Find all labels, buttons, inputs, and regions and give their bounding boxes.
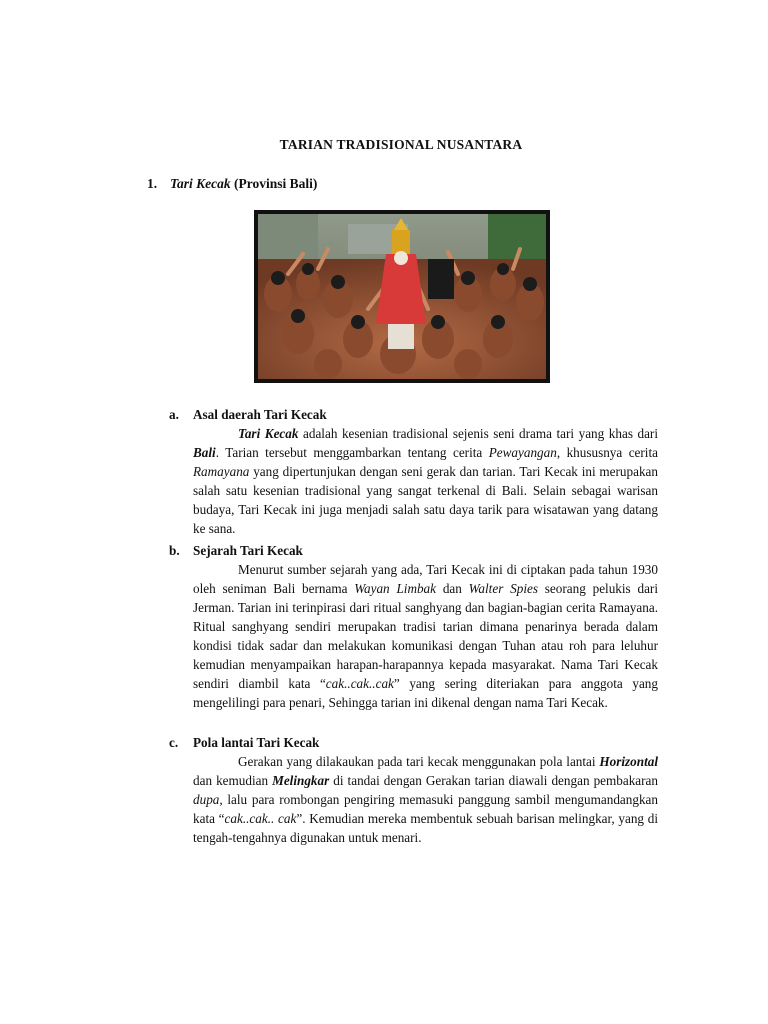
photo-illustration	[258, 214, 546, 379]
text-run: adalah kesenian tradisional sejenis seni drama tari yang khas dari	[298, 426, 658, 441]
kecak-dance-photo	[254, 210, 550, 383]
section-origin	[169, 405, 658, 538]
section-body	[193, 560, 658, 712]
section-body	[193, 424, 658, 538]
text-run: cak..cak..cak	[325, 676, 394, 691]
section-body	[193, 752, 658, 847]
section-letter: c.	[169, 735, 179, 750]
text-run: seorang pelukis dari Jerman. Tarian ini terinpirasi dari ritual sanghyang dan bagian-bagian cerita Ramayana. Ritual sanghyang sendiri merupakan tradisi tarian dimana penarinya berada dalam kondisi tidak sadar dan melakukan komunikasi dengan Tuhan atau roh para leluhur kemudian menyampaikan harapan-harapannya kepada masyarakat. Nama Tari Kecak sendiri diambil kata “	[193, 581, 658, 691]
text-run: dan	[436, 581, 469, 596]
paragraph	[193, 560, 658, 712]
section-heading-floor-pattern	[169, 733, 658, 752]
section-title: Pola lantai Tari Kecak	[193, 735, 320, 750]
text-run: Melingkar	[272, 773, 330, 788]
text-run: ” yang sering diteriakan para anggota yang mengelilingi para penari, Sehingga tarian ini dikenal dengan nama Tari Kecak.	[193, 676, 658, 710]
section-heading-history	[169, 541, 658, 560]
heading-province: (Provinsi Bali)	[230, 176, 318, 191]
heading-dance-name: Tari Kecak	[170, 176, 231, 191]
text-run: di tandai dengan Gerakan tarian diawali dengan pembakaran	[329, 773, 659, 788]
paragraph	[193, 752, 658, 847]
text-run: Tari Kecak	[238, 426, 299, 441]
text-run: Bali	[193, 445, 216, 460]
text-run: Pewayangan	[488, 445, 557, 460]
heading-number: 1.	[147, 176, 158, 191]
text-run: dupa	[193, 792, 220, 807]
section-title: Sejarah Tari Kecak	[193, 543, 303, 558]
text-run: yang dipertunjukan dengan seni gerak dan tarian. Tari Kecak ini merupakan salah satu kesenian tradisional yang sangat terkenal di Bali. Selain sebagai warisan budaya, Tari Kecak ini juga menjadi salah satu daya tarik para wisatawan yang datang ke sana.	[193, 464, 658, 536]
text-run: . Tarian tersebut menggambarkan tentang cerita	[215, 445, 489, 460]
section-letter: b.	[169, 543, 180, 558]
section-heading	[147, 176, 317, 192]
text-run: , khususnya cerita	[556, 445, 658, 460]
text-run: Walter Spies	[468, 581, 538, 596]
text-run: Gerakan yang dilakaukan pada tari kecak menggunakan pola lantai	[238, 754, 600, 769]
section-letter: a.	[169, 407, 179, 422]
text-run: Menurut sumber sejarah yang ada, Tari Kecak ini di ciptakan pada tahun 1930 oleh seniman Bali bernama	[193, 562, 658, 596]
section-heading-origin	[169, 405, 658, 424]
document-title: TARIAN TRADISIONAL NUSANTARA	[279, 137, 523, 152]
paragraph	[193, 424, 658, 538]
text-run: cak..cak.. cak	[224, 811, 297, 826]
text-run: Ramayana	[193, 464, 250, 479]
text-run: , lalu para rombongan pengiring memasuki panggung sambil mengumandangkan kata “	[193, 792, 658, 826]
text-run: Horizontal	[599, 754, 658, 769]
text-run: Wayan Limbak	[354, 581, 437, 596]
section-history	[169, 541, 658, 712]
text-run: dan kemudian	[193, 773, 273, 788]
section-floor-pattern	[169, 733, 658, 847]
section-title: Asal daerah Tari Kecak	[193, 407, 327, 422]
text-run: ”. Kemudian mereka membentuk sebuah barisan melingkar, yang di tengah-tengahnya digunakan untuk menari.	[193, 811, 658, 845]
